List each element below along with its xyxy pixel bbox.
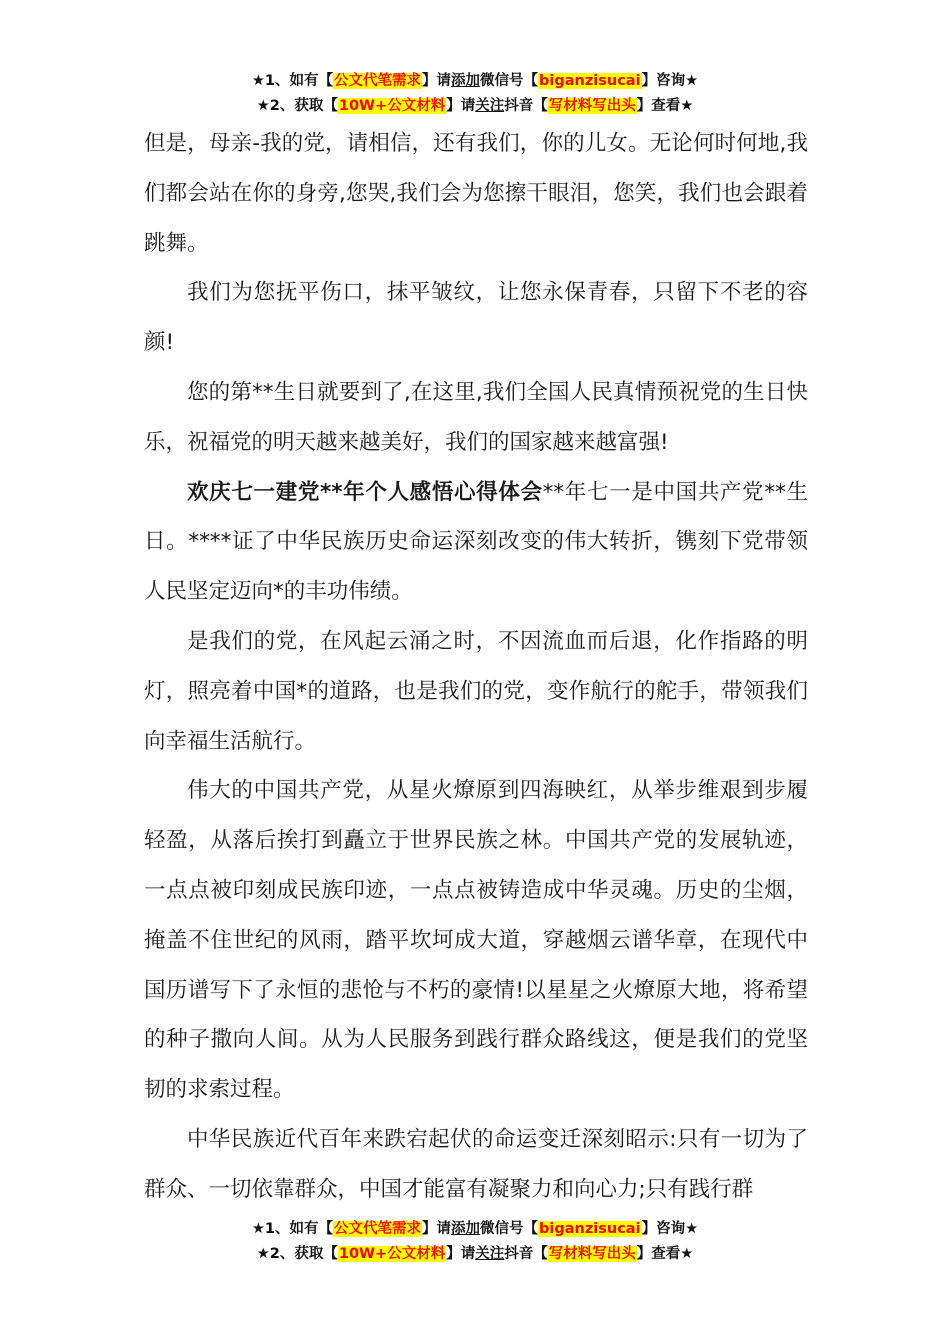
paragraph-5: 是我们的党，在风起云涌之时，不因流血而后退，化作指路的明灯，照亮着中国*的道路，也是我们的党，变作航行的舵手，带领我们向幸福生活航行。 (144, 628, 808, 754)
ad-prefix: ★1、如有【 (251, 73, 334, 89)
ad-highlight-service: 公文代笔需求 (334, 73, 422, 89)
ad-text: 抖音【 (504, 98, 548, 114)
paragraph-4 (144, 468, 808, 617)
ad-text: 抖音【 (504, 1246, 548, 1262)
ad-suffix: 】咨询★ (641, 73, 699, 89)
ad-prefix: ★2、获取【 (256, 98, 338, 114)
ad-prefix: ★1、如有【 (251, 1221, 334, 1237)
footer-ad-line-2 (0, 1243, 950, 1265)
ad-prefix: ★2、获取【 (256, 1246, 338, 1262)
ad-suffix: 】查看★ (636, 98, 694, 114)
ad-underlined-text: 关注 (475, 1246, 505, 1262)
paragraph-3: 您的第**生日就要到了,在这里,我们全国人民真情预祝党的生日快乐，祝福党的明天越来越美好，我们的国家越来越富强! (144, 379, 808, 455)
header-ad-line-2 (0, 95, 950, 117)
ad-highlight-wechat-id: biganzisucai (539, 1221, 641, 1237)
ad-text: 】请 (422, 73, 452, 89)
header-ad-line-1 (0, 70, 950, 92)
paragraph-7: 中华民族近代百年来跌宕起伏的命运变迁深刻昭示:只有一切为了群众、一切依靠群众，中国才能富有凝聚力和向心力;只有践行群 (144, 1126, 808, 1202)
ad-text: 微信号【 (480, 73, 539, 89)
ad-highlight-service: 公文代笔需求 (334, 1221, 422, 1237)
ad-text: 微信号【 (480, 1221, 539, 1237)
ad-highlight-materials: 10W+公文材料 (338, 98, 446, 114)
ad-highlight-douyin-id: 写材料写出头 (548, 98, 636, 114)
paragraph-6: 伟大的中国共产党，从星火燎原到四海映红，从举步维艰到步履轻盈，从落后挨打到矗立于世界民族之林。中国共产党的发展轨迹，一点点被印刻成民族印迹，一点点被铸造成中华灵魂。历史的尘烟，掩盖不住世纪的风雨，踏平坎坷成大道，穿越烟云谱华章，在现代中国历谱写下了永恒的悲怆与不朽的豪情!以星星之火燎原大地，将希望的种子撒向人间。从为人民服务到践行群众路线这，便是我们的党坚韧的求索过程。 (144, 778, 808, 1103)
ad-text: 】请 (422, 1221, 452, 1237)
document-body (144, 119, 808, 1215)
ad-highlight-wechat-id: biganzisucai (539, 73, 641, 89)
ad-underlined-text: 添加 (451, 73, 481, 89)
ad-underlined-text: 添加 (451, 1221, 481, 1237)
paragraph-2: 我们为您抚平伤口，抹平皱纹，让您永保青春，只留下不老的容颜! (144, 280, 808, 356)
paragraph-4-body: **年七一是中国共产党**生日。****证了中华民族历史命运深刻改变的伟大转折，镌刻下党带领人民坚定迈向*的丰功伟绩。 (144, 479, 808, 605)
ad-text: 】请 (446, 98, 476, 114)
ad-text: 】请 (446, 1246, 476, 1262)
ad-highlight-douyin-id: 写材料写出头 (548, 1246, 636, 1262)
ad-suffix: 】查看★ (636, 1246, 694, 1262)
footer-ad-line-1 (0, 1218, 950, 1240)
ad-underlined-text: 关注 (475, 98, 505, 114)
section-heading: 欢庆七一建党**年个人感悟心得体会 (187, 479, 543, 505)
paragraph-1: 但是，母亲-我的党，请相信，还有我们，你的儿女。无论何时何地,我们都会站在你的身旁,您哭,我们会为您擦干眼泪，您笑，我们也会跟着跳舞。 (144, 131, 808, 256)
ad-suffix: 】咨询★ (641, 1221, 699, 1237)
ad-highlight-materials: 10W+公文材料 (338, 1246, 446, 1262)
